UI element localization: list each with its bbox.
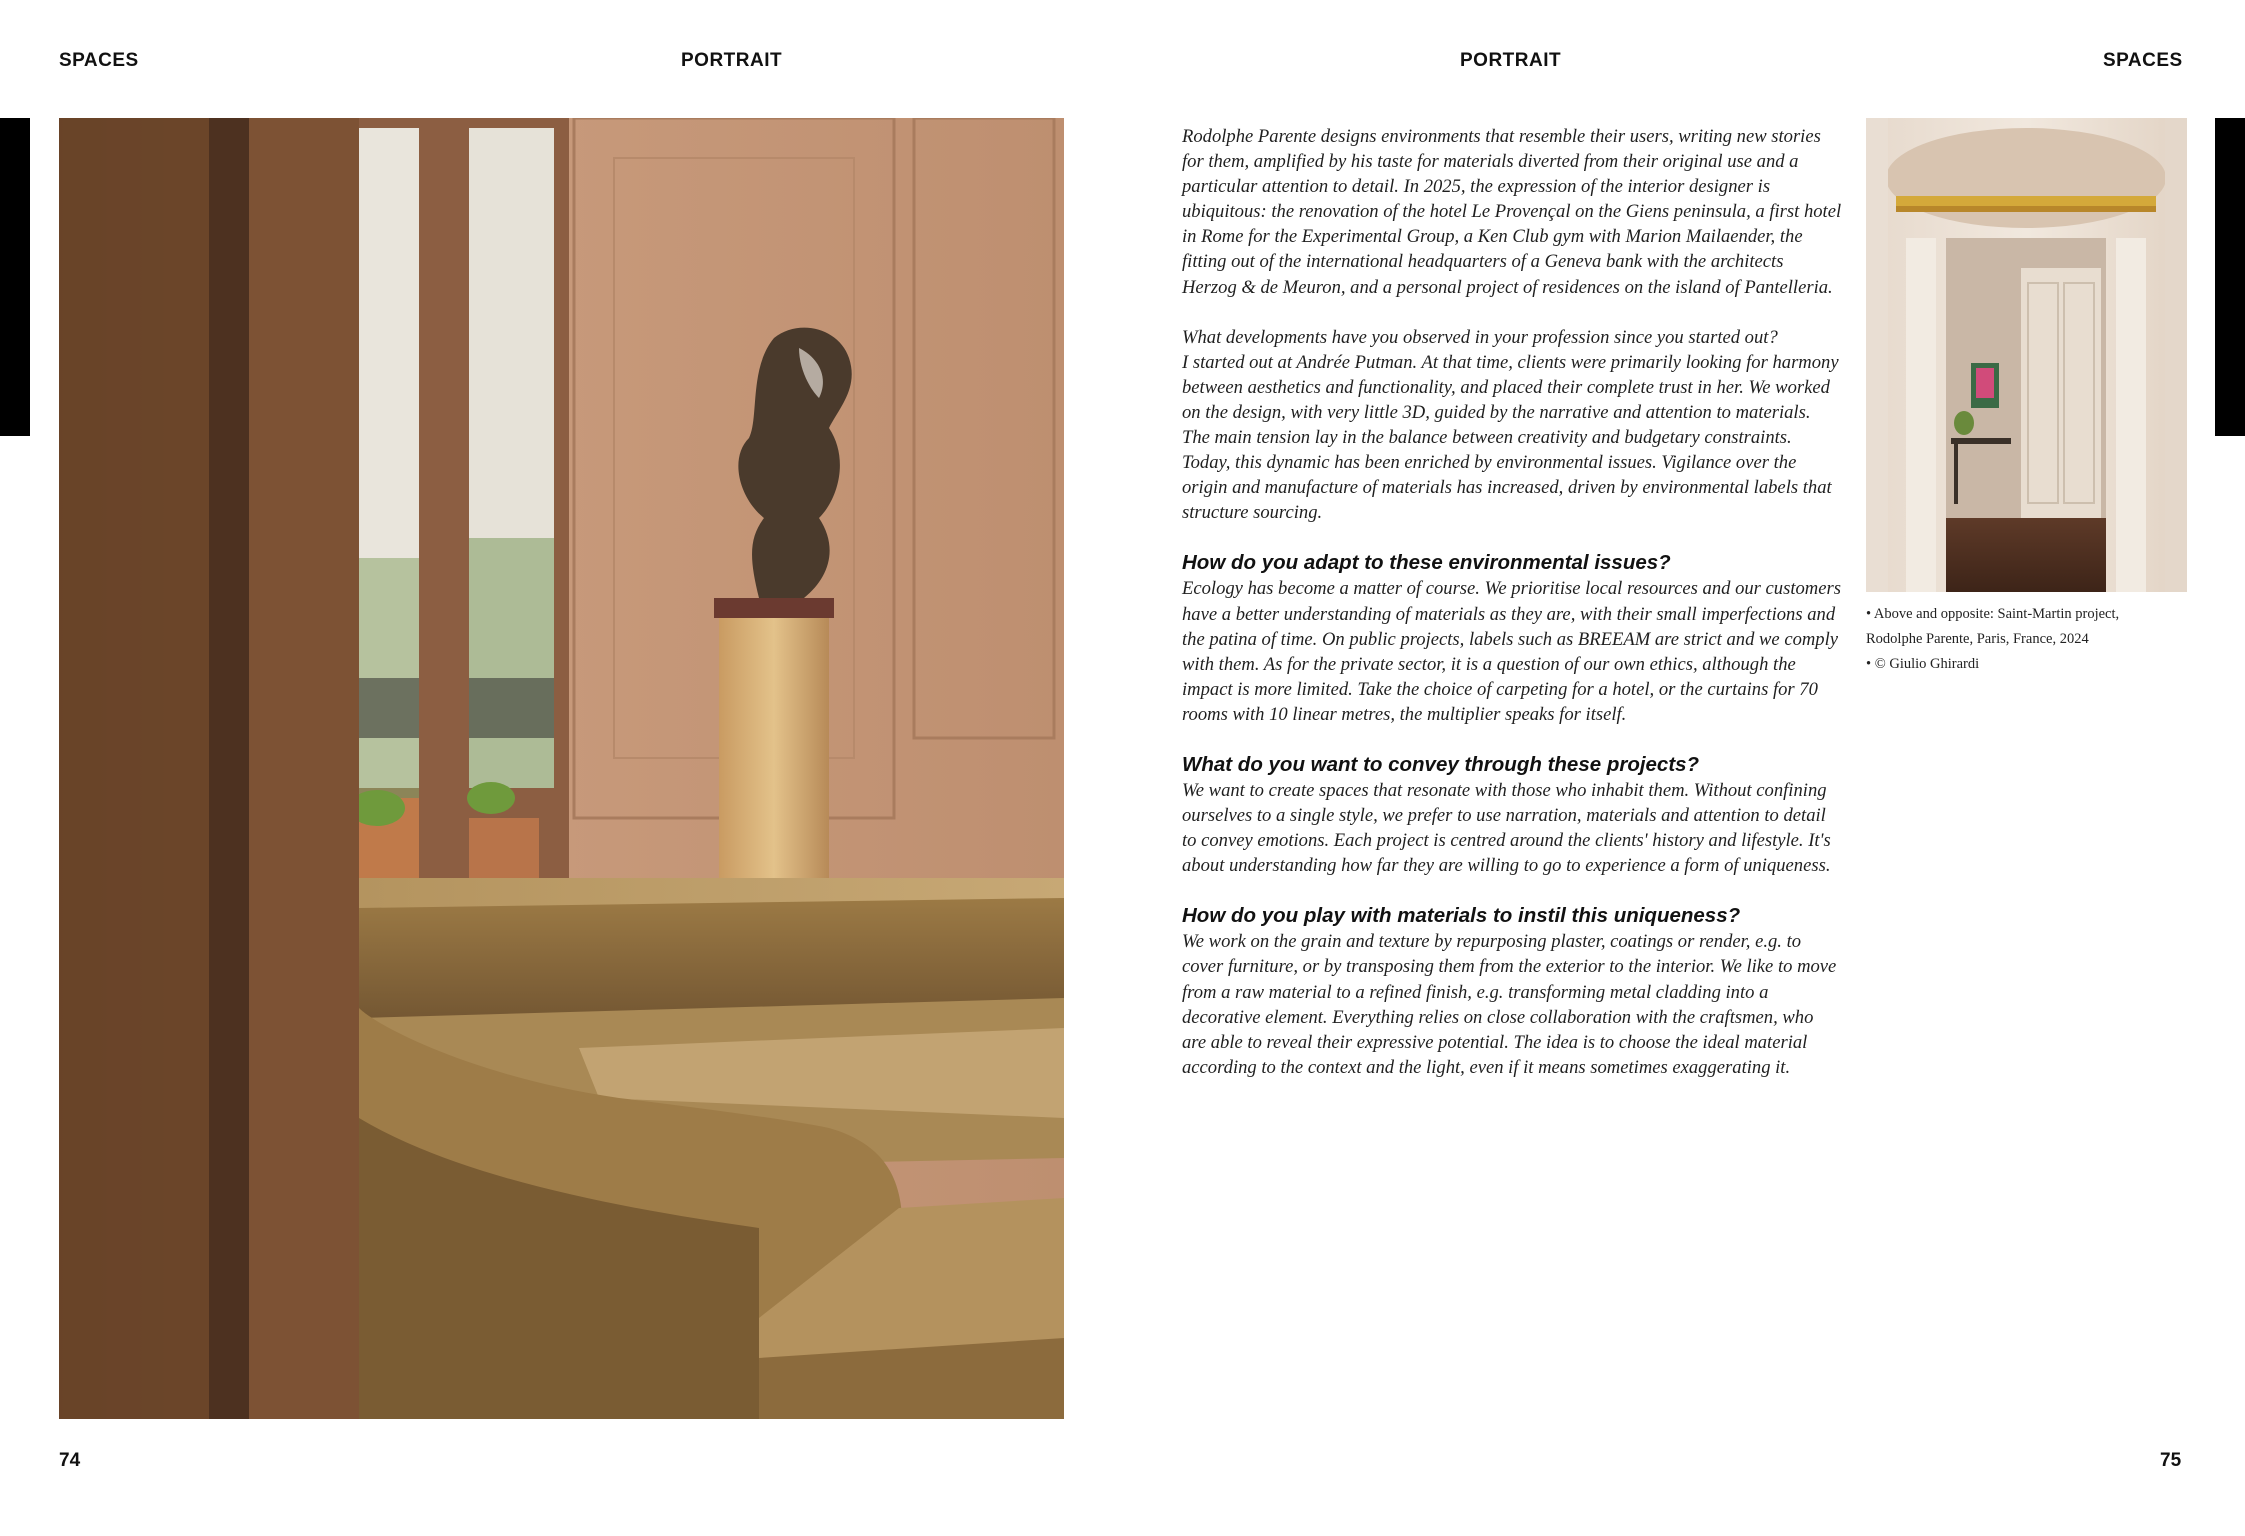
caption-line: • Above and opposite: Saint-Martin project, — [1866, 606, 2120, 622]
article-body — [1182, 124, 1842, 1105]
running-title-left: PORTRAIT — [681, 50, 783, 71]
interview-block-1 — [1182, 325, 1842, 526]
interview-heading: How do you play with materials to instil this uniqueness? — [1182, 904, 1741, 928]
interview-heading: What do you want to convey through these projects? — [1182, 752, 1700, 776]
caption-line: Rodolphe Parente, Paris, France, 2024 — [1866, 631, 2089, 647]
interview-heading: How do you adapt to these environmental issues? — [1182, 551, 1671, 575]
caption-credit: • © Giulio Ghirardi — [1866, 656, 1980, 672]
interview-question: What developments have you observed in your profession since you started out? — [1182, 326, 1778, 348]
running-title-right: PORTRAIT — [1460, 50, 1562, 71]
page-number-left: 74 — [59, 1450, 81, 1471]
page-number-right: 75 — [2160, 1450, 2182, 1471]
interview-answer: We want to create spaces that resonate with those who inhabit them. Without confining ourselves to a single style, we prefer to use narration, materials and attention to detail to convey emotions. Each project is centred around the clients' history and lifestyle. It's about understanding how far they are willing to go to experience a form of uniqueness. — [1182, 779, 1831, 877]
side-photo-corridor — [1866, 118, 2187, 592]
interview-answer: I started out at Andrée Putman. At that time, clients were primarily looking for harmony between aesthetics and functionality, and placed their complete trust in her. We worked on the design, with very little 3D, guided by the narrative and attention to materials. The main tension lay in the balance between creativity and budgetary constraints. Today, this dynamic has been enriched by environmental issues. Vigilance over the origin and manufacture of materials has increased, driven by environmental labels that structure sourcing. — [1182, 351, 1839, 524]
main-photo-interior — [59, 118, 1064, 1419]
interview-answer: We work on the grain and texture by repurposing plaster, coatings or render, e.g. to cover furniture, or by transposing them from the exterior to the interior. We like to move from a raw material to a refined finish, e.g. transforming metal cladding into a decorative element. Everything relies on close collaboration with the craftsmen, who are able to reveal their expressive potential. The idea is to choose the ideal material according to the context and the light, even if it means sometimes exaggerating it. — [1182, 931, 1837, 1078]
interview-answer: Ecology has become a matter of course. We prioritise local resources and our customers have a better understanding of materials as they are, with their small imperfections and the patina of time. On public projects, labels such as BREEAM are strict and we comply with them. As for the private sector, it is a question of our own ethics, although the impact is more limited. Take the choice of carpeting for a hotel, or the curtains for 70 rooms with 10 linear metres, the multiplier speaks for itself. — [1182, 578, 1841, 725]
photo-caption — [1866, 602, 2196, 677]
section-label-right: SPACES — [2103, 50, 2183, 71]
edge-tab-right — [2215, 118, 2245, 436]
article-intro: Rodolphe Parente designs environments that resemble their users, writing new stories for them, amplified by his taste for materials diverted from their original use and a particular attention to detail. In 2025, the expression of the interior designer is ubiquitous: the renovation of the hotel Le Provençal on the Giens peninsula, a first hotel in Rome for the Experimental Group, a Ken Club gym with Marion Mailaender, the fitting out of the international headquarters of a Geneva bank with the architects Herzog & de Meuron, and a personal project of residences on the island of Pantelleria. — [1182, 126, 1842, 298]
edge-tab-left — [0, 118, 30, 436]
section-label-left: SPACES — [59, 50, 139, 71]
